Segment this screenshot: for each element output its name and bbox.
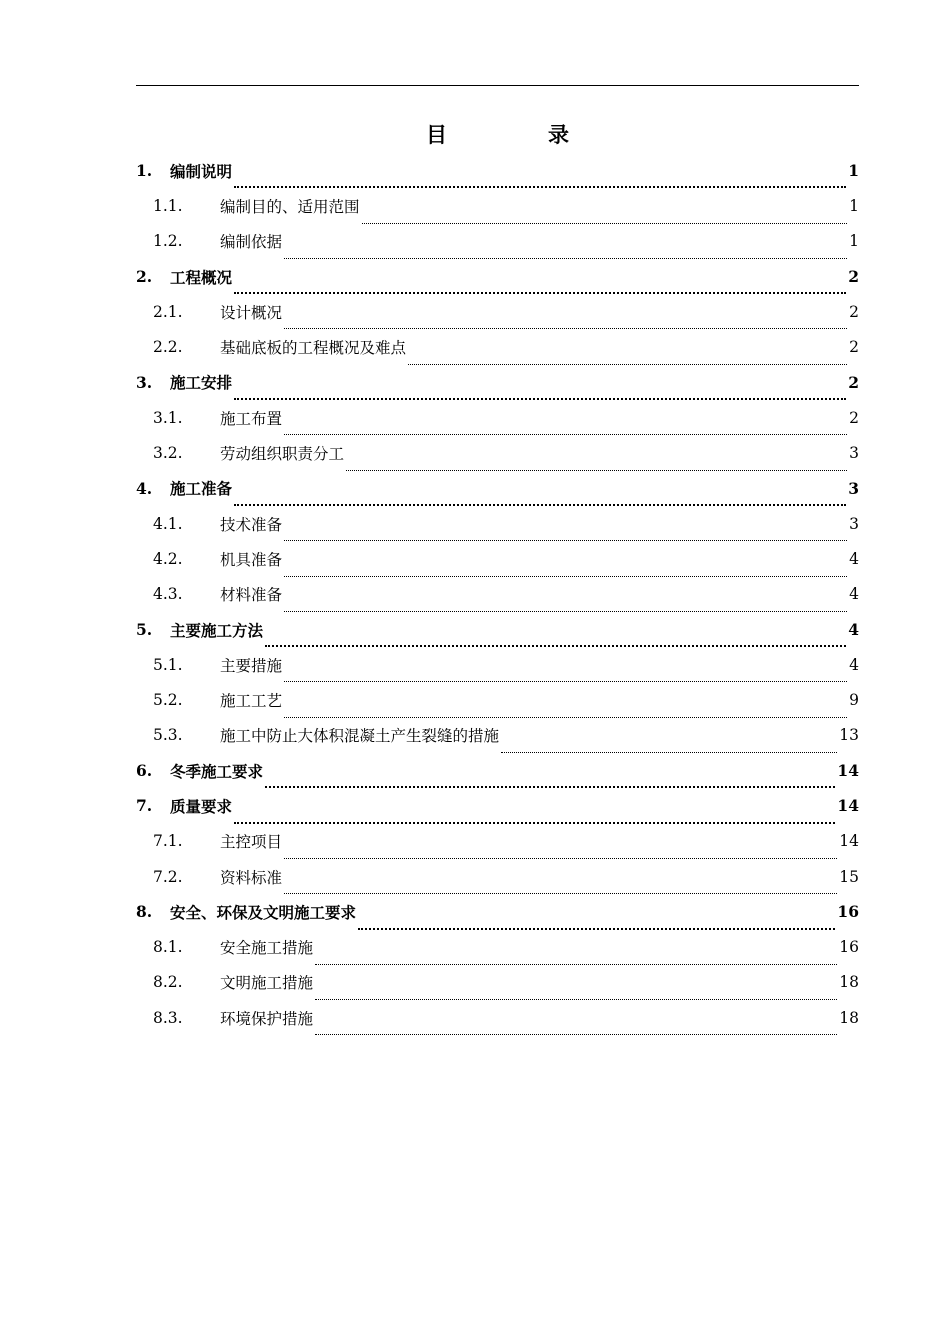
toc-entry-title: 技术准备 [220,515,283,534]
toc-section-entry[interactable] [136,930,859,965]
toc-dot-leader [234,813,835,824]
toc-section-entry[interactable] [136,1000,859,1035]
toc-entry-title: 主控项目 [220,833,283,852]
toc-dot-leader [284,672,847,682]
toc-entry-number: 3.1. [153,408,183,427]
toc-entry-number: 8.1. [153,938,183,957]
toc-dot-leader [265,777,835,788]
toc-dot-leader [284,708,847,718]
toc-entry-title: 主要施工方法 [170,620,264,640]
toc-entry-title: 基础底板的工程概况及难点 [220,339,407,358]
toc-entry-title: 施工工艺 [220,692,283,711]
toc-entry-title: 施工中防止大体积混凝土产生裂缝的措施 [220,727,500,746]
toc-entry-page-number: 18 [839,973,859,992]
toc-entry-number: 5. [136,620,153,639]
toc-entry-title: 施工准备 [170,479,233,499]
toc-entry-number: 5.2. [153,691,183,710]
toc-entry-page-number: 15 [839,867,859,886]
toc-section-entry[interactable] [136,647,859,682]
toc-section-entry[interactable] [136,329,859,364]
toc-chapter-entry[interactable] [136,365,859,400]
toc-dot-leader [315,955,837,965]
toc-entry-number: 4.2. [153,549,183,568]
toc-entry-title: 质量要求 [170,796,233,816]
toc-dot-leader [284,319,847,329]
toc-section-entry[interactable] [136,859,859,894]
toc-entry-page-number: 4 [848,620,859,639]
toc-chapter-entry[interactable] [136,894,859,929]
toc-section-entry[interactable] [136,506,859,541]
toc-dot-leader [284,849,837,859]
toc-section-entry[interactable] [136,400,859,435]
toc-entry-page-number: 14 [839,832,859,851]
toc-entry-page-number: 14 [837,761,859,781]
toc-entry-title: 机具准备 [220,550,283,569]
toc-entry-number: 5.1. [153,655,183,674]
toc-dot-leader [284,531,847,541]
header-rule [136,85,859,86]
toc-section-entry[interactable] [136,965,859,1000]
toc-entry-page-number: 3 [848,478,859,498]
toc-entry-page-number: 13 [839,726,859,745]
toc-dot-leader [284,425,847,435]
toc-entry-page-number: 4 [849,549,859,568]
toc-entry-number: 1. [136,161,153,181]
toc-entry-number: 2. [136,267,153,287]
toc-entry-number: 8.2. [153,973,183,992]
toc-entry-page-number: 16 [839,938,859,957]
toc-dot-leader [362,214,847,224]
toc-dot-leader [234,495,846,506]
toc-section-entry[interactable] [136,224,859,259]
toc-dot-leader [284,884,837,894]
toc-entry-title: 设计概况 [220,303,283,322]
toc-entry-title: 环境保护措施 [220,1009,314,1028]
toc-section-entry[interactable] [136,435,859,470]
toc-chapter-entry[interactable] [136,612,859,647]
toc-entry-page-number: 2 [849,338,859,357]
toc-entry-number: 4. [136,478,153,498]
toc-entry-number: 8. [136,902,153,922]
toc-entry-title: 资料标准 [220,868,283,887]
toc-entry-page-number: 3 [849,444,859,463]
toc-dot-leader [234,177,846,188]
toc-section-entry[interactable] [136,188,859,223]
table-of-contents [136,153,859,1035]
toc-entry-number: 4.3. [153,585,183,604]
toc-entry-title: 施工布置 [220,409,283,428]
toc-entry-page-number: 14 [837,796,859,816]
toc-chapter-entry[interactable] [136,753,859,788]
toc-dot-leader [408,355,847,365]
toc-entry-page-number: 1 [848,161,859,181]
toc-dot-leader [346,461,847,471]
toc-entry-title: 文明施工措施 [220,974,314,993]
toc-entry-title: 安全、环保及文明施工要求 [170,902,357,922]
toc-entry-page-number: 4 [849,655,859,674]
toc-entry-number: 7.2. [153,867,183,886]
toc-entry-title: 编制依据 [220,233,283,252]
toc-entry-number: 3.2. [153,444,183,463]
toc-chapter-entry[interactable] [136,471,859,506]
toc-entry-title: 主要措施 [220,656,283,675]
toc-entry-number: 1.1. [153,196,183,215]
toc-dot-leader [284,567,847,577]
toc-entry-page-number: 1 [849,196,859,215]
toc-entry-page-number: 2 [848,372,859,392]
toc-entry-page-number: 1 [849,232,859,251]
toc-entry-number: 5.3. [153,726,183,745]
toc-entry-number: 2.1. [153,302,183,321]
toc-entry-page-number: 2 [849,408,859,427]
toc-dot-leader [358,919,835,930]
toc-entry-title: 编制说明 [170,161,233,181]
toc-dot-leader [234,389,846,400]
toc-entry-title: 编制目的、适用范围 [220,197,360,216]
toc-entry-page-number: 18 [839,1008,859,1027]
toc-entry-title: 冬季施工要求 [170,761,264,781]
toc-entry-title: 工程概况 [170,267,233,287]
toc-entry-page-number: 16 [837,902,859,922]
toc-dot-leader [284,602,847,612]
toc-section-entry[interactable] [136,824,859,859]
toc-dot-leader [315,1025,837,1035]
toc-entry-number: 4.1. [153,514,183,533]
toc-entry-number: 8.3. [153,1008,183,1027]
toc-entry-number: 6. [136,761,153,781]
toc-section-entry[interactable] [136,577,859,612]
toc-title: 目 录 [426,122,609,147]
toc-entry-page-number: 3 [849,514,859,533]
toc-entry-number: 1.2. [153,232,183,251]
toc-entry-title: 材料准备 [220,586,283,605]
toc-entry-page-number: 2 [848,267,859,287]
toc-entry-title: 劳动组织职责分工 [220,445,345,464]
toc-entry-title: 安全施工措施 [220,939,314,958]
toc-dot-leader [315,990,837,1000]
toc-dot-leader [501,743,837,753]
toc-entry-number: 3. [136,372,153,392]
toc-chapter-entry[interactable] [136,153,859,188]
toc-section-entry[interactable] [136,682,859,717]
toc-entry-page-number: 9 [849,691,859,710]
toc-entry-page-number: 4 [849,585,859,604]
toc-chapter-entry[interactable] [136,259,859,294]
toc-entry-title: 施工安排 [170,373,233,393]
toc-entry-number: 2.2. [153,338,183,357]
toc-section-entry[interactable] [136,718,859,753]
toc-chapter-entry[interactable] [136,788,859,823]
toc-entry-page-number: 2 [849,302,859,321]
toc-dot-leader [284,249,847,259]
toc-section-entry[interactable] [136,294,859,329]
toc-entry-number: 7.1. [153,832,183,851]
toc-entry-number: 7. [136,796,153,816]
toc-section-entry[interactable] [136,541,859,576]
toc-dot-leader [234,283,846,294]
toc-dot-leader [265,636,846,647]
